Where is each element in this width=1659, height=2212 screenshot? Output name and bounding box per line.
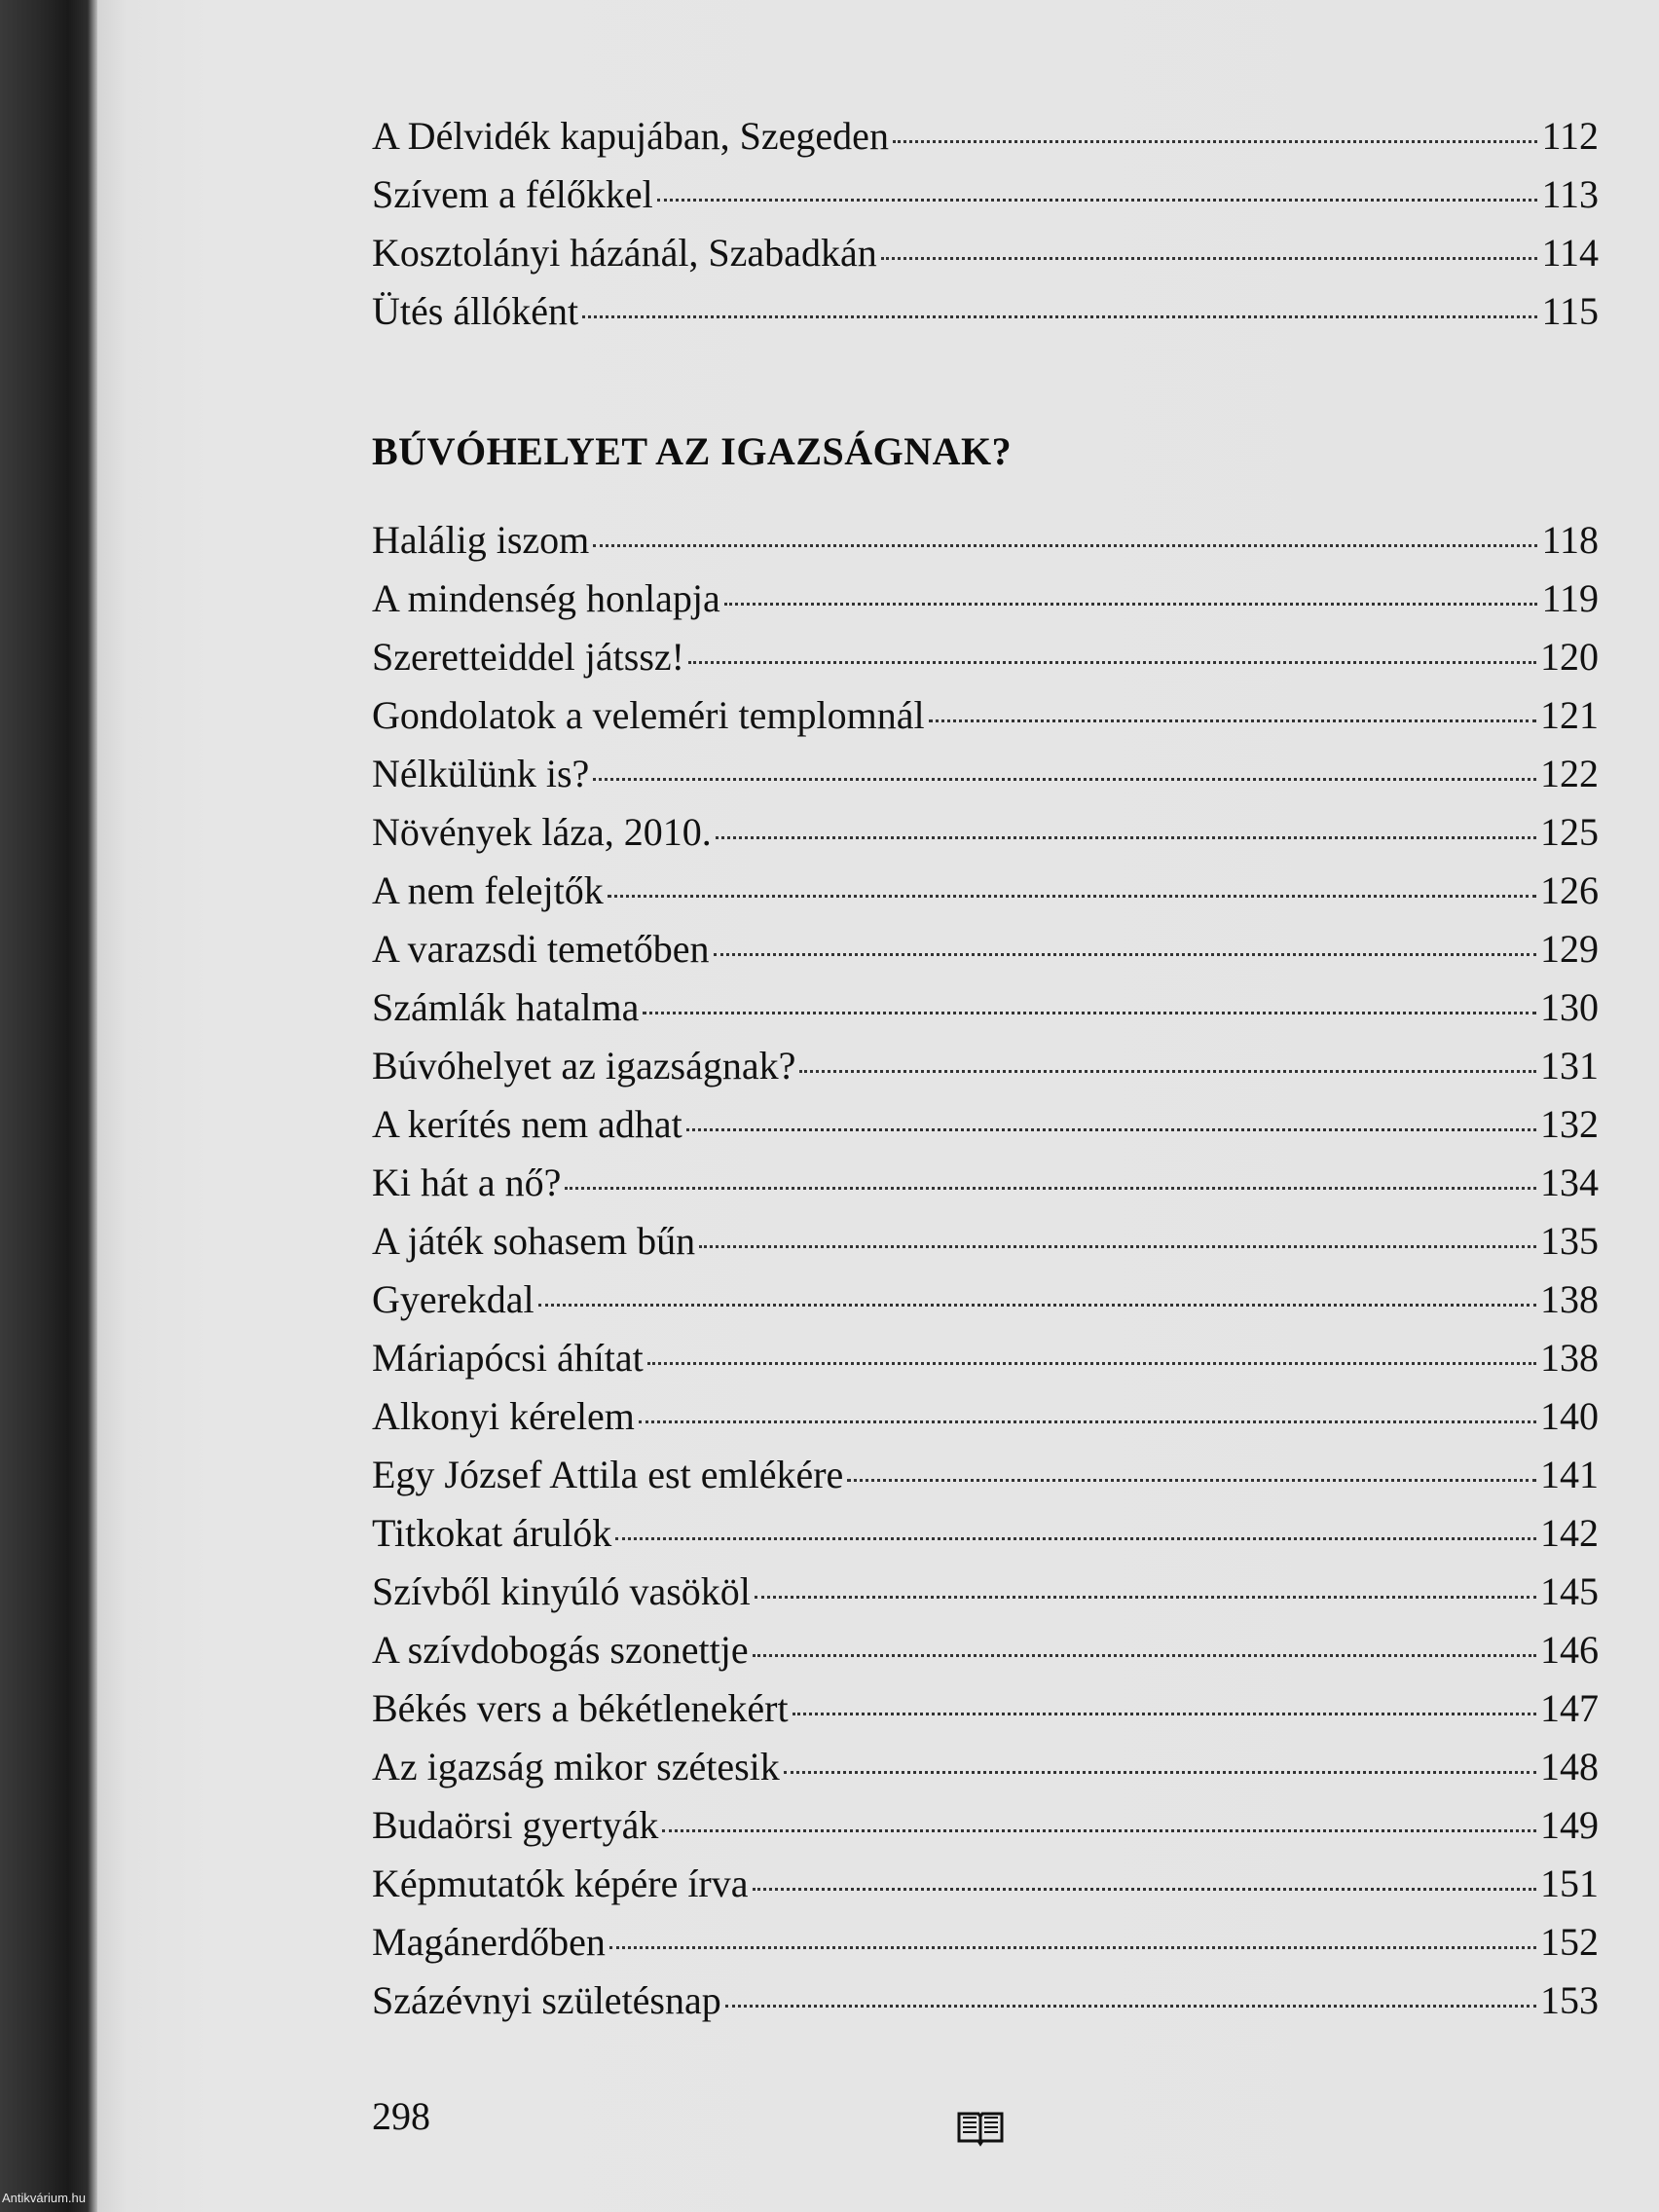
toc-entry-page: 151 [1540, 1862, 1599, 1905]
toc-entry-title: Budaörsi gyertyák [372, 1803, 659, 1847]
toc-entry [372, 107, 1599, 166]
toc-entry-page: 135 [1540, 1219, 1599, 1263]
toc-entry [372, 1387, 1599, 1446]
dot-leader [724, 603, 1538, 606]
toc-entry-title: Növények láza, 2010. [372, 810, 712, 854]
toc-entry-title: Nélkülünk is? [372, 752, 590, 795]
toc-entry [372, 1037, 1599, 1095]
dot-leader [608, 895, 1536, 898]
toc-entry-title: Ki hát a nő? [372, 1161, 562, 1204]
toc-entry-page: 112 [1541, 114, 1599, 158]
toc-entry-title: Gyerekdal [372, 1277, 535, 1321]
toc-entry-title: Alkonyi kérelem [372, 1394, 635, 1438]
toc-entry-page: 118 [1541, 518, 1599, 562]
dot-leader [699, 1245, 1536, 1248]
toc-entry-page: 132 [1540, 1102, 1599, 1146]
toc-entry [372, 862, 1599, 920]
toc-entry [372, 1212, 1599, 1271]
dot-leader [753, 1888, 1536, 1891]
toc-entry-page: 114 [1541, 231, 1599, 275]
page-number: 298 [372, 2094, 430, 2138]
dot-leader [716, 836, 1536, 839]
toc-entry-title: Ütés állóként [372, 289, 579, 333]
toc-entry-title: Gondolatok a veleméri templomnál [372, 693, 925, 737]
toc-entry [372, 1972, 1599, 2030]
toc-entry [372, 1446, 1599, 1504]
toc-continued-list [372, 107, 1599, 341]
toc-entry-title: Békés vers a békétlenekért [372, 1686, 789, 1730]
open-book-icon [956, 2108, 1005, 2147]
toc-entry [372, 1796, 1599, 1855]
toc-entry-page: 147 [1540, 1686, 1599, 1730]
section-heading: BÚVÓHELYET AZ IGAZSÁGNAK? [372, 429, 1013, 473]
toc-entry-title: Szeretteiddel játssz! [372, 635, 684, 679]
toc-entry-page: 134 [1540, 1161, 1599, 1204]
dot-leader [662, 1829, 1536, 1832]
toc-entry-title: A mindenség honlapja [372, 576, 720, 620]
toc-entry-title: A szívdobogás szonettje [372, 1628, 749, 1672]
dot-leader [714, 953, 1536, 956]
dot-leader [582, 315, 1537, 318]
dot-leader [755, 1596, 1536, 1599]
toc-entry-page: 129 [1540, 927, 1599, 971]
dot-leader [799, 1070, 1536, 1073]
toc-entry [372, 1329, 1599, 1387]
toc-entry-page: 145 [1540, 1569, 1599, 1613]
dot-leader [753, 1654, 1536, 1657]
toc-entry [372, 1679, 1599, 1738]
toc-entry [372, 745, 1599, 803]
dot-leader [893, 140, 1538, 143]
toc-entry [372, 224, 1599, 282]
toc-entry-page: 138 [1540, 1277, 1599, 1321]
toc-entry-page: 149 [1540, 1803, 1599, 1847]
toc-entry [372, 628, 1599, 686]
dot-leader [929, 719, 1536, 722]
toc-entry-title: Halálig iszom [372, 518, 590, 562]
toc-entry-title: A játék sohasem bűn [372, 1219, 696, 1263]
toc-entry [372, 1855, 1599, 1913]
toc-entry-title: Százévnyi születésnap [372, 1978, 721, 2022]
toc-entry-title: Szívből kinyúló vasököl [372, 1569, 751, 1613]
toc-entry [372, 511, 1599, 570]
toc-entry-title: Képmutatók képére írva [372, 1862, 749, 1905]
toc-entry-page: 148 [1540, 1745, 1599, 1788]
toc-entry [372, 1095, 1599, 1154]
toc-entry-page: 138 [1540, 1336, 1599, 1380]
toc-entry-page: 115 [1541, 289, 1599, 333]
dot-leader [647, 1362, 1536, 1365]
toc-entry-title: Egy József Attila est emlékére [372, 1453, 844, 1496]
toc-entry-page: 146 [1540, 1628, 1599, 1672]
watermark-text: Antikvárium.hu [2, 2191, 86, 2205]
toc-entry [372, 1504, 1599, 1563]
dot-leader [639, 1420, 1536, 1423]
toc-entry-title: Szívem a félőkkel [372, 172, 653, 216]
toc-entry-page: 140 [1540, 1394, 1599, 1438]
dot-leader [688, 661, 1536, 664]
toc-entry [372, 570, 1599, 628]
dot-leader [615, 1537, 1536, 1540]
toc-entry-page: 122 [1540, 752, 1599, 795]
toc-entry [372, 1621, 1599, 1679]
toc-entry-title: Az igazság mikor szétesik [372, 1745, 780, 1788]
dot-leader [643, 1012, 1536, 1014]
toc-entry [372, 1563, 1599, 1621]
dot-leader [657, 199, 1538, 202]
dot-leader [593, 778, 1536, 781]
toc-entry-title: Máriapócsi áhítat [372, 1336, 644, 1380]
toc-entry-page: 142 [1540, 1511, 1599, 1555]
toc-entry [372, 1154, 1599, 1212]
toc-entry-page: 152 [1540, 1920, 1599, 1964]
toc-entry-page: 130 [1540, 985, 1599, 1029]
dot-leader [847, 1479, 1536, 1482]
toc-entry [372, 803, 1599, 862]
toc-entry-page: 126 [1540, 868, 1599, 912]
book-spine-shadow [0, 0, 97, 2212]
dot-leader [593, 544, 1537, 547]
dot-leader [725, 2005, 1536, 2008]
dot-leader [881, 257, 1538, 260]
toc-entry [372, 1271, 1599, 1329]
toc-entry-page: 125 [1540, 810, 1599, 854]
toc-entry [372, 1738, 1599, 1796]
toc-entry-title: A nem felejtők [372, 868, 604, 912]
toc-entry [372, 166, 1599, 224]
toc-entry-page: 121 [1540, 693, 1599, 737]
toc-entry-title: Titkokat árulók [372, 1511, 612, 1555]
toc-entry-title: Kosztolányi házánál, Szabadkán [372, 231, 877, 275]
toc-entry-title: A Délvidék kapujában, Szegeden [372, 114, 889, 158]
toc-section-list [372, 511, 1599, 2030]
toc-entry-page: 119 [1541, 576, 1599, 620]
dot-leader [686, 1128, 1536, 1131]
dot-leader [538, 1304, 1536, 1307]
toc-entry-page: 113 [1541, 172, 1599, 216]
toc-entry-title: A varazsdi temetőben [372, 927, 710, 971]
toc-entry [372, 920, 1599, 978]
toc-entry-title: Magánerdőben [372, 1920, 606, 1964]
toc-entry [372, 686, 1599, 745]
dot-leader [793, 1713, 1536, 1715]
dot-leader [784, 1771, 1536, 1774]
toc-entry [372, 978, 1599, 1037]
toc-entry-page: 141 [1540, 1453, 1599, 1496]
toc-entry-page: 153 [1540, 1978, 1599, 2022]
toc-entry-title: A kerítés nem adhat [372, 1102, 682, 1146]
toc-entry [372, 282, 1599, 341]
dot-leader [609, 1946, 1536, 1949]
toc-entry-title: Búvóhelyet az igazságnak? [372, 1044, 796, 1088]
toc-entry-page: 120 [1540, 635, 1599, 679]
toc-entry-page: 131 [1540, 1044, 1599, 1088]
toc-entry-title: Számlák hatalma [372, 985, 640, 1029]
toc-entry [372, 1913, 1599, 1972]
dot-leader [565, 1187, 1536, 1190]
